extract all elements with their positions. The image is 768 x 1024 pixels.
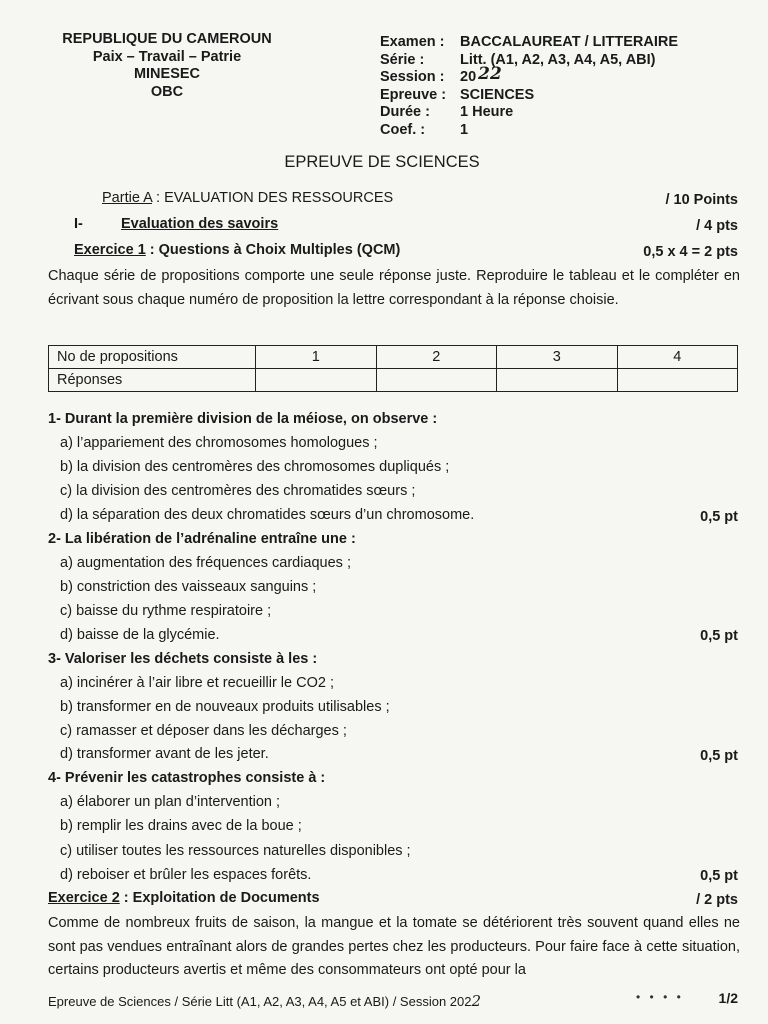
list-item: a) augmentation des fréquences cardiaques ;	[60, 555, 351, 571]
header-right	[380, 34, 678, 139]
section-i-label: Evaluation des savoirs	[121, 216, 279, 232]
exercise-2-heading	[48, 890, 320, 906]
list-item: a) l’appariement des chromosomes homologues ;	[60, 435, 378, 451]
list-item: a) élaborer un plan d’intervention ;	[60, 794, 281, 810]
serie-row	[380, 52, 678, 70]
table-cell	[617, 369, 738, 392]
footer-handwritten-digit: 2	[471, 992, 482, 1010]
list-item: c) utiliser toutes les ressources naturelles disponibles ;	[60, 843, 411, 859]
list-item: b) la division des centromères des chromosomes dupliqués ;	[60, 459, 450, 475]
footer	[48, 992, 481, 1010]
partie-a-heading	[102, 190, 393, 206]
duree-value: 1 Heure	[460, 104, 514, 120]
page-title: EPREUVE DE SCIENCES	[284, 153, 480, 171]
duree-row	[380, 104, 678, 122]
exam-key: Examen :	[380, 34, 445, 50]
table-row	[49, 369, 738, 392]
coef-key: Coef. :	[380, 121, 426, 138]
question-3: 3- Valoriser les déchets consiste à les :	[48, 651, 318, 667]
ministry: MINESEC	[133, 66, 201, 82]
question-1: 1- Durant la première division de la méiose, on observe :	[48, 411, 438, 427]
list-item: a) incinérer à l’air libre et recueillir le CO2 ;	[60, 675, 334, 691]
question-4: 4- Prévenir les catastrophes consiste à :	[48, 770, 326, 786]
list-item: b) transformer en de nouveaux produits utilisables ;	[60, 699, 390, 715]
office: OBC	[150, 83, 184, 100]
partie-a-prefix: Partie A	[102, 190, 152, 206]
table-cell: 1	[256, 346, 377, 369]
list-item: c) ramasser et déposer dans les décharges ;	[60, 723, 347, 739]
question-1-points: 0,5 pt	[700, 509, 738, 525]
session-handwritten-year: 22	[478, 64, 502, 84]
exam-row	[380, 34, 678, 52]
list-item: d) la séparation des deux chromatides sœurs d’un chromosome.	[60, 507, 475, 523]
coef-value: 1	[460, 121, 469, 138]
table-row	[49, 346, 738, 369]
list-item: b) constriction des vaisseaux sanguins ;	[60, 579, 317, 595]
header-left	[52, 31, 282, 101]
table-cell	[497, 369, 618, 392]
question-2-points: 0,5 pt	[700, 628, 738, 644]
epreuve-key: Epreuve :	[380, 86, 447, 103]
coef-row	[380, 122, 678, 140]
list-item: c) la division des centromères des chromatides sœurs ;	[60, 483, 416, 499]
partie-a-points: / 10 Points	[665, 192, 738, 208]
partie-a-label: : EVALUATION DES RESSOURCES	[151, 190, 394, 206]
serie-key: Série :	[380, 51, 425, 68]
session-row	[380, 64, 678, 87]
question-3-points: 0,5 pt	[700, 748, 738, 764]
session-value: 20	[460, 69, 477, 85]
exercise-1-instructions: Chaque série de propositions comporte une seule réponse juste. Reproduire le tableau et le compléter en écrivant sous chaque numéro de proposition la lettre correspondant à la réponse choisie.	[48, 268, 740, 308]
national-motto: Paix – Travail – Patrie	[92, 48, 242, 65]
exercise-1-heading	[74, 242, 400, 258]
exercise-2-label: : Exploitation de Documents	[119, 890, 320, 906]
country-name: REPUBLIQUE DU CAMEROUN	[62, 31, 272, 47]
footer-dots: • • • •	[636, 990, 684, 1004]
section-i-number: I-	[74, 216, 83, 232]
exercise-1-prefix: Exercice 1	[74, 242, 146, 258]
table-cell	[376, 369, 497, 392]
table-cell: Réponses	[49, 369, 256, 392]
list-item: c) baisse du rythme respiratoire ;	[60, 603, 272, 619]
section-i-points: / 4 pts	[696, 218, 738, 234]
table-cell: 4	[617, 346, 738, 369]
exercise-1-points: 0,5 x 4 = 2 pts	[643, 244, 738, 260]
duree-key: Durée :	[380, 104, 430, 120]
epreuve-row	[380, 87, 678, 105]
exam-value: BACCALAUREAT / LITTERAIRE	[460, 34, 679, 50]
session-key: Session :	[380, 69, 445, 85]
serie-value: Litt. (A1, A2, A3, A4, A5, ABI)	[460, 51, 656, 68]
list-item: b) remplir les drains avec de la boue ;	[60, 818, 302, 834]
table-cell	[256, 369, 377, 392]
exercise-2-text: Comme de nombreux fruits de saison, la mangue et la tomate se détériorent très souvent quand elles ne sont pas vendues entraînant alors de grandes pertes chez les producteurs. Pour faire face à cette situation, certains producteurs avertis et même des consommateurs ont opté pour la	[48, 915, 740, 978]
exercise-2-points: / 2 pts	[696, 892, 738, 908]
list-item: d) baisse de la glycémie.	[60, 627, 220, 643]
exercise-2-prefix: Exercice 2	[48, 890, 120, 906]
epreuve-value: SCIENCES	[460, 86, 535, 103]
list-item: d) transformer avant de les jeter.	[60, 746, 269, 762]
answer-table	[48, 345, 738, 392]
list-item: d) reboiser et brûler les espaces forêts.	[60, 867, 312, 883]
question-2: 2- La libération de l’adrénaline entraîne une :	[48, 531, 356, 547]
footer-text: Epreuve de Sciences / Série Litt (A1, A2, A3, A4, A5 et ABI) / Session 202	[48, 994, 472, 1009]
table-cell: No de propositions	[49, 346, 256, 369]
table-cell: 2	[376, 346, 497, 369]
exercise-1-label: : Questions à Choix Multiples (QCM)	[145, 242, 401, 258]
page-number: 1/2	[718, 990, 738, 1006]
table-cell: 3	[497, 346, 618, 369]
question-4-points: 0,5 pt	[700, 868, 738, 884]
